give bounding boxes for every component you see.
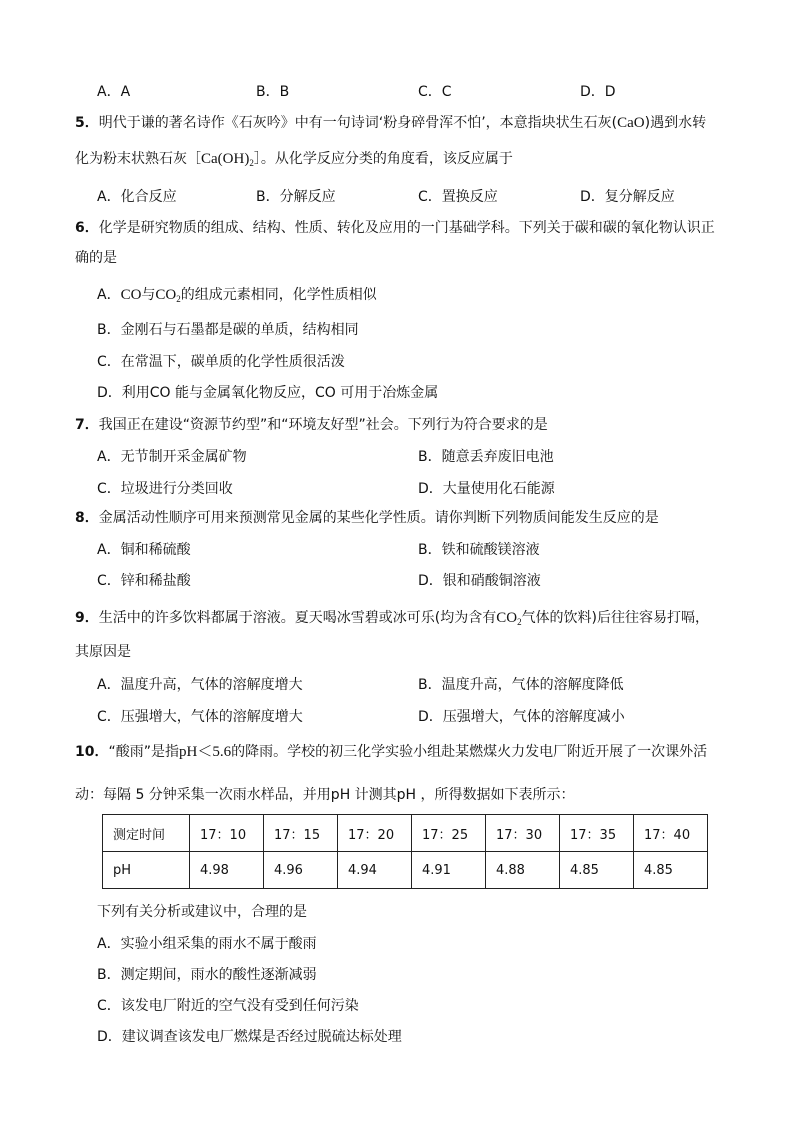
q10-stem-line1: 10．“酸雨”是指pH＜5.6的降雨。学校的初三化学实验小组赴某燃煤火力发电厂附近开展了一次课外活 <box>75 744 708 760</box>
q7-option-d: D．大量使用化石能源 <box>418 481 555 497</box>
q7-option-a: A．无节制开采金属矿物 <box>97 449 247 465</box>
formula-co2: $CO_2$ <box>496 610 522 627</box>
q8-option-b: B．铁和硫酸镁溶液 <box>418 542 540 558</box>
q6-stem-line1: 6．化学是研究物质的组成、结构、性质、转化及应用的一门基础学科。下列关于碳和碳的氧化物认识正 <box>75 220 715 236</box>
q8-option-a: A．铜和稀硫酸 <box>97 542 191 558</box>
q5-option-d: D．复分解反应 <box>580 189 675 205</box>
q8-option-d: D．银和硝酸铜溶液 <box>418 573 541 589</box>
q5-stem-line2: 化为粉末状熟石灰$[Ca(OH)_2]$。从化学反应分类的角度看，该反应属于 <box>75 151 513 168</box>
q9-option-b: B．温度升高，气体的溶解度降低 <box>418 677 624 693</box>
q6-option-a: A．CO与$CO_2$的组成元素相同，化学性质相似 <box>97 287 377 304</box>
table-cell: 4.85 <box>560 852 634 889</box>
table-cell: pH <box>103 852 190 889</box>
q6-option-c: C．在常温下，碳单质的化学性质很活泼 <box>97 354 345 370</box>
table-cell: 17：10 <box>190 815 264 852</box>
table-cell: 4.88 <box>486 852 560 889</box>
table-cell: 17：25 <box>412 815 486 852</box>
q8-stem: 8．金属活动性顺序可用来预测常见金属的某些化学性质。请你判断下列物质间能发生反应的是 <box>75 510 659 526</box>
table-cell: 4.98 <box>190 852 264 889</box>
q10-option-b: B．测定期间，雨水的酸性逐渐减弱 <box>97 967 317 983</box>
q6-option-b: B．金刚石与石墨都是碳的单质，结构相同 <box>97 322 359 338</box>
q9-stem-line2: 其原因是 <box>75 644 131 660</box>
table-cell: 17：40 <box>634 815 708 852</box>
q7-option-b: B．随意丢弃废旧电池 <box>418 449 554 465</box>
q9-option-a: A．温度升高，气体的溶解度增大 <box>97 677 303 693</box>
table-cell: 4.96 <box>264 852 338 889</box>
q6-number: 6． <box>75 220 99 236</box>
table-row-ph <box>103 852 708 889</box>
table-cell: 17：35 <box>560 815 634 852</box>
q10-stem-line2: 动：每隔 5 分钟采集一次雨水样品，并用pH 计测其pH ，所得数据如下表所示： <box>75 787 575 803</box>
q10-option-c: C．该发电厂附近的空气没有受到任何污染 <box>97 998 359 1014</box>
q9-number: 9． <box>75 610 99 626</box>
table-row-time <box>103 815 708 852</box>
ph-data-table <box>102 814 708 889</box>
q7-number: 7． <box>75 417 99 433</box>
q9-stem-line1: 9．生活中的许多饮料都属于溶液。夏天喝冰雪碧或冰可乐(均为含有$CO_2$气体的饮料)后往往容易打嗝， <box>75 610 710 627</box>
q8-option-c: C．锌和稀盐酸 <box>97 573 191 589</box>
q10-option-a: A．实验小组采集的雨水不属于酸雨 <box>97 936 317 952</box>
q5-option-b: B．分解反应 <box>256 189 336 205</box>
q4-option-a: A．A <box>97 84 131 100</box>
formula-ca-oh-2: $Ca(OH)_2$ <box>201 151 254 168</box>
table-cell: 17：30 <box>486 815 560 852</box>
q6-option-d: D．利用CO 能与金属氧化物反应，CO 可用于冶炼金属 <box>97 385 439 401</box>
q4-option-c: C．C <box>418 84 452 100</box>
q10-number: 10． <box>75 744 109 760</box>
q6-stem-line2: 确的是 <box>75 250 117 266</box>
q9-option-d: D．压强增大，气体的溶解度减小 <box>418 709 625 725</box>
formula-ph-threshold: pH＜5.6 <box>179 744 232 760</box>
q5-option-c: C．置换反应 <box>418 189 498 205</box>
q10-option-d: D．建议调查该发电厂燃煤是否经过脱硫达标处理 <box>97 1029 402 1045</box>
formula-cao: CaO <box>617 115 645 131</box>
table-cell: 4.85 <box>634 852 708 889</box>
q5-option-a: A．化合反应 <box>97 189 177 205</box>
q4-option-d: D．D <box>580 84 616 100</box>
q7-option-c: C．垃圾进行分类回收 <box>97 481 233 497</box>
q4-option-b: B．B <box>256 84 290 100</box>
q7-stem: 7．我国正在建设“资源节约型”和“环境友好型”社会。下列行为符合要求的是 <box>75 417 548 433</box>
q5-stem-line1: 5．明代于谦的著名诗作《石灰吟》中有一句诗词‘粉身碎骨浑不怕’，本意指块状生石灰(CaO)遇到水转 <box>75 115 707 131</box>
table-cell: 17：15 <box>264 815 338 852</box>
q5-number: 5． <box>75 115 99 131</box>
table-cell: 4.91 <box>412 852 486 889</box>
table-cell: 测定时间 <box>103 815 190 852</box>
q8-number: 8． <box>75 510 99 526</box>
q10-stem2: 下列有关分析或建议中，合理的是 <box>97 904 307 920</box>
table-cell: 4.94 <box>338 852 412 889</box>
table-cell: 17：20 <box>338 815 412 852</box>
q9-option-c: C．压强增大，气体的溶解度增大 <box>97 709 303 725</box>
